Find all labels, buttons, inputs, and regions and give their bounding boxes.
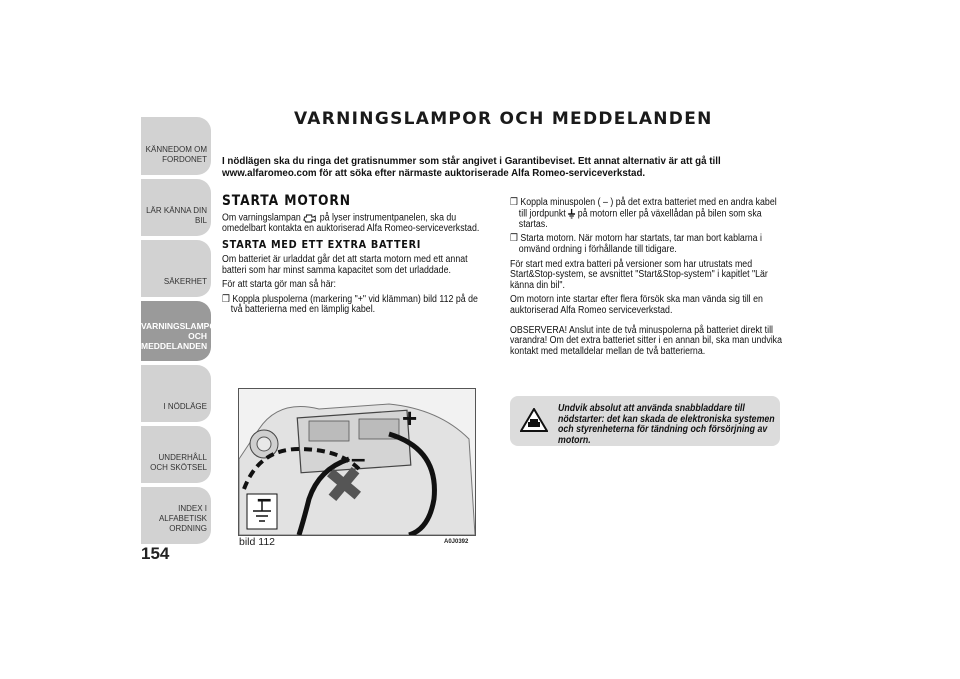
plus-label: +: [402, 403, 418, 433]
minus-label: –: [351, 443, 366, 473]
paragraph-observera: OBSERVERA! Anslut inte de två minuspolerna på batteriet direkt till varandra! Om det extra batteriet sitter i en annan bil, ska man undvika kontakt med metalldelar mellan de två batterierna.: [510, 324, 782, 357]
subsection-heading: STARTA MED ETT EXTRA BATTERI: [222, 238, 422, 252]
tab-kannedom-om-fordonet[interactable]: KÄNNEDOM OM FORDONET: [141, 117, 211, 175]
tab-varningslampor-och-meddelanden[interactable]: VARNINGSLAMPOR OCH MEDDELANDEN: [141, 301, 211, 361]
paragraph-how-to: För att starta gör man så här:: [222, 279, 336, 291]
warning-text: Undvik absolut att använda snabbladdare till nödstarter: det kan skada de elektroniska systemen och styrenheterna för tändning och försörjning av motorn.: [558, 403, 775, 446]
left-column: [222, 193, 490, 320]
paragraph-battery: Om batteriet är urladdat går det att starta motorn med ett annat batteri som har minst samma kapacitet som det urladdade.: [222, 254, 468, 276]
figure-jump-start: [238, 388, 476, 536]
bullet-plus-poles: ❒ Koppla pluspolerna (markering "+" vid klämman) bild 112 på de två batterierna med en lämplig kabel.: [222, 293, 478, 316]
p1-part-b: på lyser instrumentpanelen, ska du omedelbart kontakta en auktoriserad Alfa Romeo-serviceverkstad.: [222, 212, 480, 234]
figure-caption: bild 112: [239, 536, 276, 548]
bullet-start-engine: ❒ Starta motorn. När motorn har startats, tar man bort kablarna i omvänd ordning i förhållande till tidigare.: [510, 233, 762, 256]
bullet-minus-pole: [510, 198, 783, 230]
b2-part-b: på motorn eller på växellådan på bilen som ska startas.: [518, 208, 762, 230]
page-number: 154: [141, 544, 170, 563]
paragraph-start-stop: För start med extra batteri på versioner som har utrustats med Start&Stop-system, se avsnittet "Start&Stop-system" i kapitlet "Lär känna din bil".: [510, 258, 768, 291]
tab-underhall-och-skotsel[interactable]: UNDERHÅLL OCH SKÖTSEL: [141, 426, 211, 483]
engine-warning-icon: [303, 213, 317, 223]
tab-index-i-alfabetisk-ordning[interactable]: INDEX I ALFABETISK ORDNING: [141, 487, 211, 544]
p1-part-a: Om varningslampan: [222, 212, 301, 224]
section-heading: STARTA MOTORN: [222, 193, 351, 209]
tab-sakerhet[interactable]: SÄKERHET: [141, 240, 211, 297]
intro-text: I nödlägen ska du ringa det gratisnummer som står angivet i Garantibeviset. Ett annat alternativ är att gå till www.alfaromeo.com för att söka efter närmaste auktoriserade Alfa Romeo-serviceverkstad.: [222, 155, 721, 179]
warning-box: [510, 396, 780, 446]
tab-i-nodlage[interactable]: I NÖDLÄGE: [141, 365, 211, 422]
paragraph-warning-lamp: [222, 213, 490, 235]
figure-code: A0J0392: [444, 539, 469, 545]
ground-point-icon: [568, 209, 575, 219]
paragraph-contact-service: Om motorn inte startar efter flera försök ska man vända sig till en auktoriserad Alfa Romeo serviceverkstad.: [510, 294, 763, 316]
warning-triangle-icon: [520, 408, 548, 432]
minus-label-ground: –: [257, 483, 272, 513]
tab-lar-kanna-din-bil[interactable]: LÄR KÄNNA DIN BIL: [141, 179, 211, 236]
page-title: VARNINGSLAMPOR OCH MEDDELANDEN: [294, 109, 713, 129]
right-column: [510, 198, 783, 361]
b2-part-a: ❒ Koppla minuspolen ( – ) på det extra batteriet med en andra kabel till jordpunkt: [510, 197, 777, 220]
